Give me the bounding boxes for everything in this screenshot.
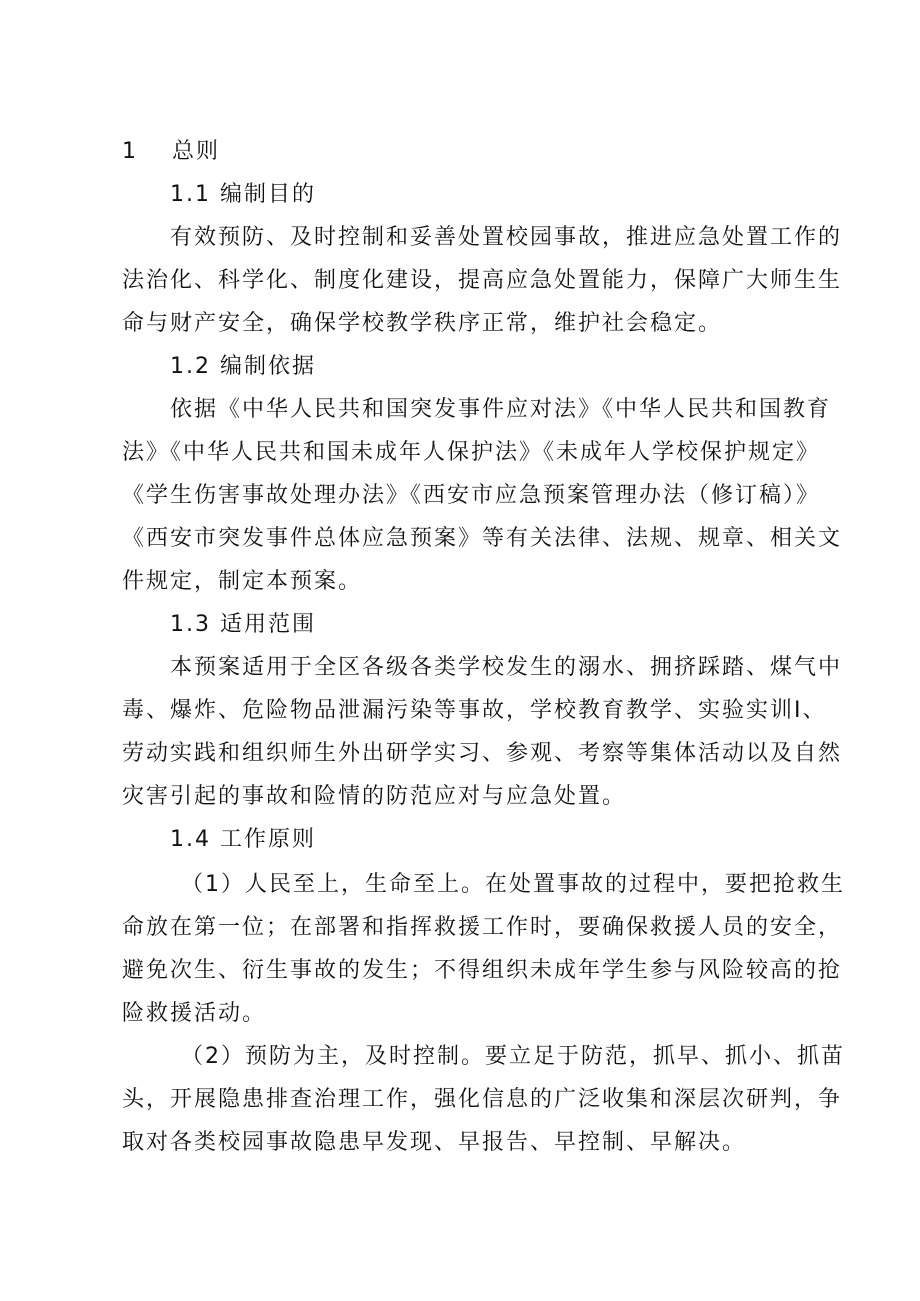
paragraph-line: 件规定，制定本预案。 (122, 569, 363, 594)
paragraph-line: （2）预防为主，及时控制。要立足于防范，抓早、抓小、抓苗 (181, 1044, 845, 1069)
paragraph-line: 本预案适用于全区各级各类学校发生的溺水、拥挤踩踏、煤气中 (170, 655, 843, 680)
paragraph-line: 法》《中华人民共和国未成年人保护法》《未成年人学校保护规定》 (122, 440, 821, 465)
paragraph-line: 灾害引起的事故和险情的防范应对与应急处置。 (122, 784, 627, 809)
paragraph-line: 避免次生、衍生事故的发生；不得组织未成年学生参与风险较高的抢 (122, 958, 843, 983)
section-heading (122, 137, 220, 167)
paragraph-line: 毒、爆炸、危险物品泄漏污染等事故，学校教育教学、实验实训I、 (122, 698, 827, 723)
subsection-heading: 1.1 编制目的 (170, 182, 316, 207)
paragraph-line: 依据《中华人民共和国突发事件应对法》《中华人民共和国教育 (170, 397, 832, 422)
paragraph-line: 取对各类校园事故隐患早发现、早报告、早控制、早解决。 (122, 1130, 747, 1155)
paragraph-line: 法治化、科学化、制度化建设，提高应急处置能力，保障广大师生生 (122, 268, 843, 293)
paragraph-line: 《学生伤害事故处理办法》《西安市应急预案管理办法（修订稿）》 (122, 483, 821, 508)
paragraph-line: 命与财产安全，确保学校教学秩序正常，维护社会稳定。 (122, 311, 723, 336)
paragraph-line: 头，开展隐患排查治理工作，强化信息的广泛收集和深层次研判，争 (122, 1087, 843, 1112)
section-title: 总则 (172, 139, 221, 164)
paragraph-line: 有效预防、及时控制和妥善处置校园事故，推进应急处置工作的 (170, 225, 843, 250)
subsection-heading: 1.4 工作原则 (170, 827, 316, 852)
paragraph-line: 劳动实践和组织师生外出研学实习、参观、考察等集体活动以及自然 (122, 741, 843, 766)
subsection-heading: 1.3 适用范围 (170, 612, 316, 637)
section-number: 1 (122, 139, 138, 164)
paragraph-line: 险救援活动。 (122, 1001, 267, 1026)
paragraph-line: （1）人民至上，生命至上。在处置事故的过程中，要把抢救生 (181, 872, 845, 897)
subsection-heading: 1.2 编制依据 (170, 354, 316, 379)
paragraph-line: 《西安市突发事件总体应急预案》等有关法律、法规、规章、相关文 (122, 526, 843, 551)
paragraph-line: 命放在第一位；在部署和指挥救援工作时，要确保救援人员的安全， (122, 915, 843, 940)
